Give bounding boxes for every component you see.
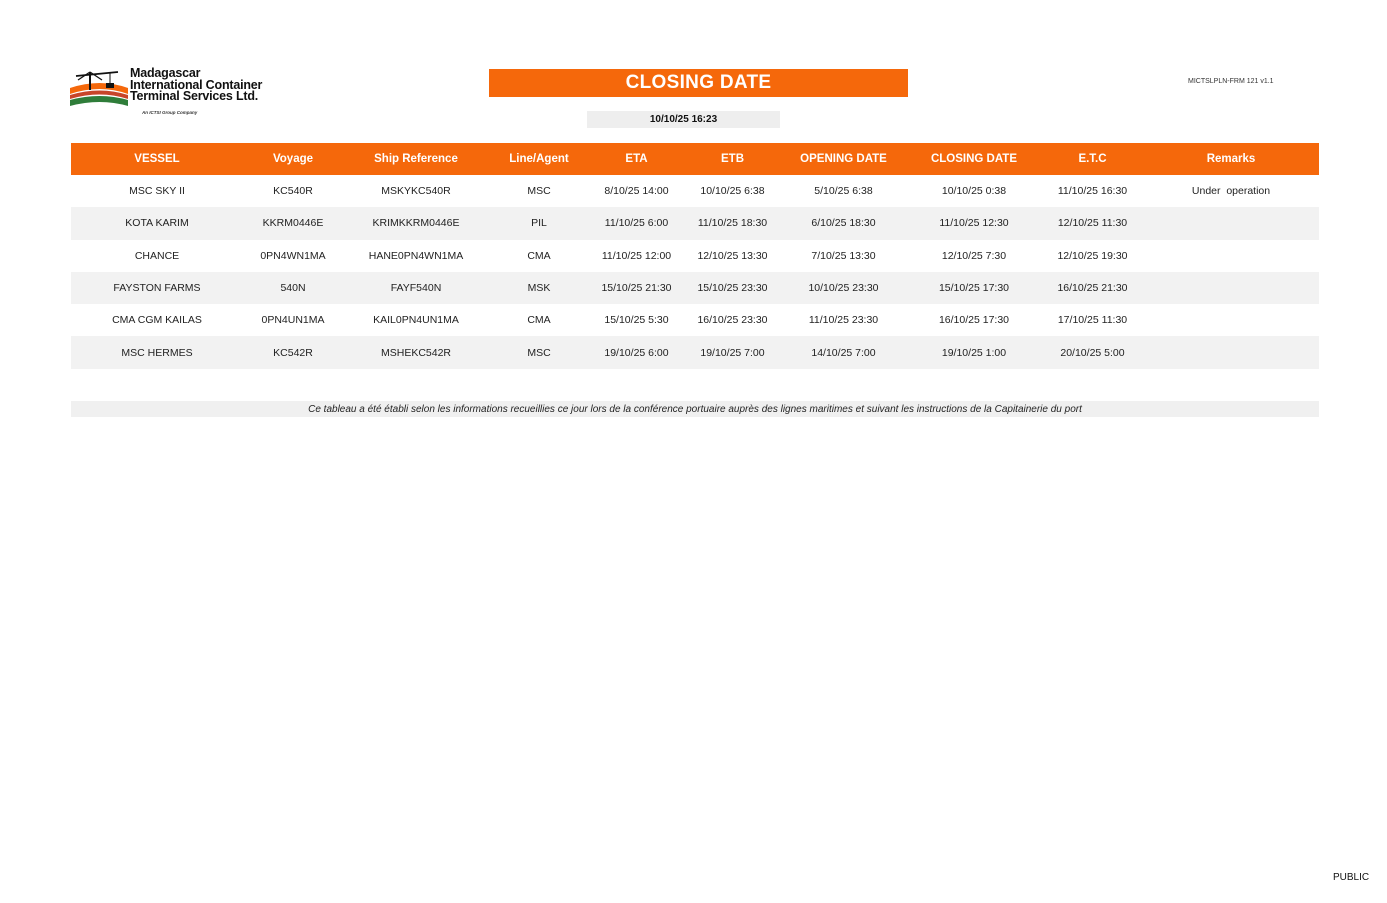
cell-closing-date: 11/10/25 12:30 (939, 217, 1009, 230)
cell-ship-reference: MSHEKC542R (380, 346, 452, 359)
cell-vessel: MSC SKY II (129, 185, 185, 198)
footnote: Ce tableau a été établi selon les informations recueillies ce jour lors de la conférence portuaire auprès des lignes maritimes et suivant les instructions de la Capitainerie du port (71, 401, 1319, 417)
cell-line-agent: MSC (527, 185, 551, 198)
cell-voyage: 0PN4UN1MA (261, 314, 325, 327)
cell-line-agent: CMA (527, 249, 551, 262)
cell-opening-date: 6/10/25 18:30 (811, 217, 876, 230)
header-etc: E.T.C (1078, 153, 1107, 165)
cell-etc: 16/10/25 21:30 (1057, 282, 1128, 295)
cell-ship-reference: KAIL0PN4UN1MA (373, 314, 459, 327)
logo-line-3: Terminal Services Ltd. (130, 89, 259, 103)
cell-closing-date: 16/10/25 17:30 (938, 314, 1010, 327)
table-header-row (71, 143, 1319, 175)
logo-line-1: Madagascar (130, 66, 201, 80)
cell-opening-date: 14/10/25 7:00 (811, 346, 876, 359)
cell-vessel: CMA CGM KAILAS (112, 314, 202, 327)
cell-vessel: KOTA KARIM (125, 217, 189, 230)
cell-eta: 11/10/25 12:00 (601, 249, 672, 262)
table-row (71, 175, 1319, 207)
cell-vessel: CHANCE (134, 249, 180, 262)
cell-ship-reference: MSKYKC540R (381, 185, 451, 198)
cell-eta: 11/10/25 6:00 (604, 217, 669, 230)
crane-logo-icon (70, 68, 130, 110)
table-row (71, 272, 1319, 304)
page-title: CLOSING DATE (489, 69, 908, 97)
cell-ship-reference: HANE0PN4WN1MA (368, 249, 464, 262)
cell-eta: 15/10/25 21:30 (601, 282, 672, 295)
cell-ship-reference: FAYF540N (390, 282, 442, 295)
header-vessel: VESSEL (134, 153, 180, 165)
cell-opening-date: 11/10/25 23:30 (808, 314, 879, 327)
cell-voyage: 540N (280, 282, 306, 295)
cell-eta: 15/10/25 5:30 (604, 314, 669, 327)
classification-label: PUBLIC (1333, 872, 1370, 883)
cell-vessel: MSC HERMES (121, 346, 193, 359)
header-eta: ETA (625, 153, 648, 165)
cell-line-agent: MSK (527, 282, 551, 295)
header-voyage: Voyage (272, 153, 314, 165)
cell-closing-date: 10/10/25 0:38 (941, 185, 1007, 198)
cell-etc: 17/10/25 11:30 (1057, 314, 1128, 327)
cell-voyage: KC542R (273, 346, 313, 359)
header-closing-date: CLOSING DATE (930, 153, 1018, 165)
cell-opening-date: 7/10/25 13:30 (811, 249, 876, 262)
closing-date-table (71, 143, 1319, 369)
cell-voyage: KKRM0446E (262, 217, 324, 230)
header-ship-reference: Ship Reference (374, 153, 458, 165)
cell-opening-date: 5/10/25 6:38 (814, 185, 873, 198)
cell-etb: 16/10/25 23:30 (697, 314, 768, 327)
table-row (71, 336, 1319, 368)
report-date: 10/10/25 16:23 (587, 111, 780, 128)
company-logo (70, 68, 285, 118)
cell-etb: 11/10/25 18:30 (697, 217, 768, 230)
cell-line-agent: MSC (527, 346, 551, 359)
header-etb: ETB (721, 153, 744, 165)
cell-etc: 11/10/25 16:30 (1057, 185, 1128, 198)
cell-etb: 10/10/25 6:38 (700, 185, 765, 198)
cell-remarks: Under operation (1191, 185, 1271, 198)
cell-closing-date: 19/10/25 1:00 (941, 346, 1007, 359)
cell-etc: 12/10/25 19:30 (1057, 249, 1128, 262)
table-row (71, 304, 1319, 336)
cell-etb: 15/10/25 23:30 (697, 282, 768, 295)
cell-eta: 8/10/25 14:00 (604, 185, 669, 198)
form-code: MICTSLPLN-FRM 121 v1.1 (1188, 78, 1274, 85)
cell-eta: 19/10/25 6:00 (604, 346, 669, 359)
table-row (71, 240, 1319, 272)
cell-ship-reference: KRIMKKRM0446E (372, 217, 460, 230)
header-line-agent: Line/Agent (509, 153, 569, 165)
cell-etc: 20/10/25 5:00 (1060, 346, 1125, 359)
cell-voyage: KC540R (273, 185, 313, 198)
cell-etc: 12/10/25 11:30 (1057, 217, 1128, 230)
cell-line-agent: CMA (527, 314, 551, 327)
header-remarks: Remarks (1206, 153, 1256, 165)
cell-vessel: FAYSTON FARMS (113, 282, 201, 295)
table-row (71, 207, 1319, 239)
cell-closing-date: 15/10/25 17:30 (938, 282, 1010, 295)
cell-closing-date: 12/10/25 7:30 (941, 249, 1007, 262)
cell-etb: 19/10/25 7:00 (700, 346, 765, 359)
cell-voyage: 0PN4WN1MA (260, 249, 326, 262)
logo-line-2: International Container (130, 77, 263, 92)
header-opening-date: OPENING DATE (800, 153, 887, 165)
cell-line-agent: PIL (531, 217, 547, 230)
cell-opening-date: 10/10/25 23:30 (808, 282, 879, 295)
cell-etb: 12/10/25 13:30 (697, 249, 768, 262)
logo-tagline: An ICTSI Group Company (142, 110, 198, 115)
